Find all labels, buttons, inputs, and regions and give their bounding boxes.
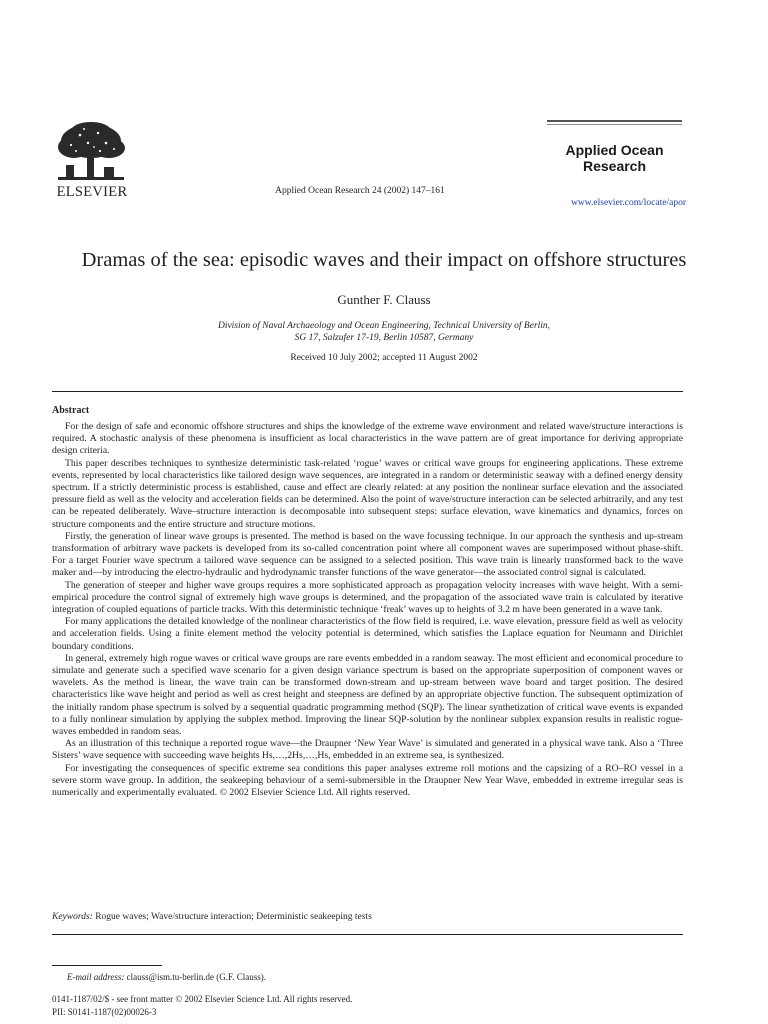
abstract-paragraph: For many applications the detailed knowledge of the nonlinear characteristics of the flow field is required, i.e. wave elevation, pressure field as well as velocity and acceleration fields. Using a finite element method the velocity potential is determined, which satisfies the Laplace equation for Neumann and Dirichlet boundary conditions. bbox=[52, 616, 683, 652]
elsevier-tree-logo-icon bbox=[54, 121, 128, 183]
journal-name-line1: Applied Ocean bbox=[565, 142, 664, 158]
author-affiliation bbox=[120, 320, 648, 344]
journal-name-line2: Research bbox=[582, 157, 647, 174]
section-divider bbox=[52, 391, 683, 392]
affiliation-line: Division of Naval Archaeology and Ocean Engineering, Technical University of Berlin, bbox=[217, 321, 551, 331]
email-address: clauss@ism.tu-berlin.de (G.F. Clauss). bbox=[124, 972, 266, 982]
abstract-paragraph: As an illustration of this technique a reported rogue wave—the Draupner ‘New Year Wave’ is simulated and generated in a physical wave tank. Also a ‘Three Sisters’ wave sequence with succeeding wave heights Hs,…,2Hs,…,Hs, embedded in an extreme sea, is synthesized. bbox=[52, 738, 683, 762]
abstract-paragraph: This paper describes techniques to synthesize deterministic task-related ‘rogue’ waves or critical wave groups for engineering applications. These extreme events, represented by local characteristics like tailored design wave sequences, are integrated in a random or deterministic seaway with a defined energy density spectrum. If a strictly deterministic process is established, cause and effect are clearly related: at any position the nonlinear surface elevation and the associated pressure field as well as the velocity and acceleration fields can be determined. Also the point of wave/structure interaction can be selected arbitrarily, and any test can be repeated deliberately. Wave–structure interaction is decomposable into subsequent steps: surface elevation, wave kinematics and dynamics, forces on structure components and the entire structure and structure motions. bbox=[52, 457, 683, 530]
abstract-paragraph: For the design of safe and economic offshore structures and ships the knowledge of the extreme wave environment and related wave/structure interactions is required. A stochastic analysis of these phenomena is insufficient as local characteristics in the wave pattern are of great importance for deriving appropriate design criteria. bbox=[52, 421, 683, 457]
article-title: Dramas of the sea: episodic waves and their impact on offshore structures bbox=[81, 249, 687, 271]
abstract-heading: Abstract bbox=[52, 405, 90, 416]
journal-rule bbox=[547, 120, 682, 122]
keywords bbox=[52, 912, 683, 922]
journal-name-logo bbox=[547, 143, 682, 174]
keywords-list: Rogue waves; Wave/structure interaction; Deterministic seakeeping tests bbox=[92, 912, 372, 922]
article-author: Gunther F. Clauss bbox=[337, 292, 431, 307]
keywords-label: Keywords: bbox=[52, 912, 93, 922]
abstract-paragraph: Firstly, the generation of linear wave groups is presented. The method is based on the wave focussing technique. In our approach the synthesis and up-stream transformation of arbitrary wave packets is developed from its so-called concentration point where all component waves are superimposed without phase-shift. For a target Fourier wave spectrum a tailored wave sequence can be assigned to a selected position. This wave train is linearly transformed back to the wave maker and—by introducing the electro-hydraulic and hydrodynamic transfer functions of the wave generator—the associated control signal is calculated. bbox=[52, 530, 683, 579]
journal-rule bbox=[547, 124, 682, 125]
abstract-paragraph: The generation of steeper and higher wave groups requires a more sophisticated approach as propagation velocity increases with wave height. With a semi-empirical procedure the control signal of extremely high wave groups is determined, and the propagation of the associated wave train is calculated by iterative integration of coupled equations of particle tracks. With this deterministic technique ‘freak’ waves up to heights of 3.2 m have been generated in a wave tank. bbox=[52, 579, 683, 616]
abstract-paragraph: For investigating the consequences of specific extreme sea conditions this paper analyses extreme roll motions and the capsizing of a RO–RO vessel in a severe storm wave group. In addition, the seakeeping behaviour of a semi-submersible in the Draupner New Year Wave, embedded in extreme irregular seas is numerically and experimentally evaluated. © 2002 Elsevier Science Ltd. All rights reserved. bbox=[52, 762, 683, 799]
section-divider bbox=[52, 934, 683, 935]
publisher-logo-text: ELSEVIER bbox=[56, 184, 128, 200]
journal-url-link[interactable]: www.elsevier.com/locate/apor bbox=[571, 198, 686, 208]
email-label: E-mail address: bbox=[67, 972, 125, 982]
received-dates: Received 10 July 2002; accepted 11 August 2002 bbox=[290, 353, 478, 363]
copyright-front-matter: 0141-1187/02/$ - see front matter © 2002 Elsevier Science Ltd. All rights reserved. bbox=[52, 994, 353, 1004]
abstract-body bbox=[52, 421, 683, 799]
journal-citation: Applied Ocean Research 24 (2002) 147–161 bbox=[275, 186, 445, 196]
footnote-divider bbox=[52, 965, 162, 966]
abstract-paragraph: In general, extremely high rogue waves or critical wave groups are rare events embedded in a random seaway. The most efficient and economical procedure to simulate and generate such a specified wave scenario for a given design variance spectrum is based on the appropriate superposition of component waves or wavelets. As the method is linear, the wave train can be transformed down-stream and up-stream between wave board and target position. The desired characteristics like wave height and period as well as crest height and steepness are defined by an appropriate objective function. The subsequent optimization of the initially random phase spectrum is solved by a sequential quadratic programming method (SQP). The linear synthetization of critical wave events is expanded to a fully nonlinear simulation by applying the subplex method. Improving the linear SQP-solution by the nonlinear subplex expansion results in realistic rogue-waves embedded in random seas. bbox=[52, 652, 683, 738]
pii-identifier: PII: S0141-1187(02)00026-3 bbox=[52, 1007, 157, 1017]
affiliation-line: SG 17, Salzufer 17-19, Berlin 10587, Germany bbox=[294, 333, 474, 343]
author-email-footnote bbox=[67, 972, 266, 982]
